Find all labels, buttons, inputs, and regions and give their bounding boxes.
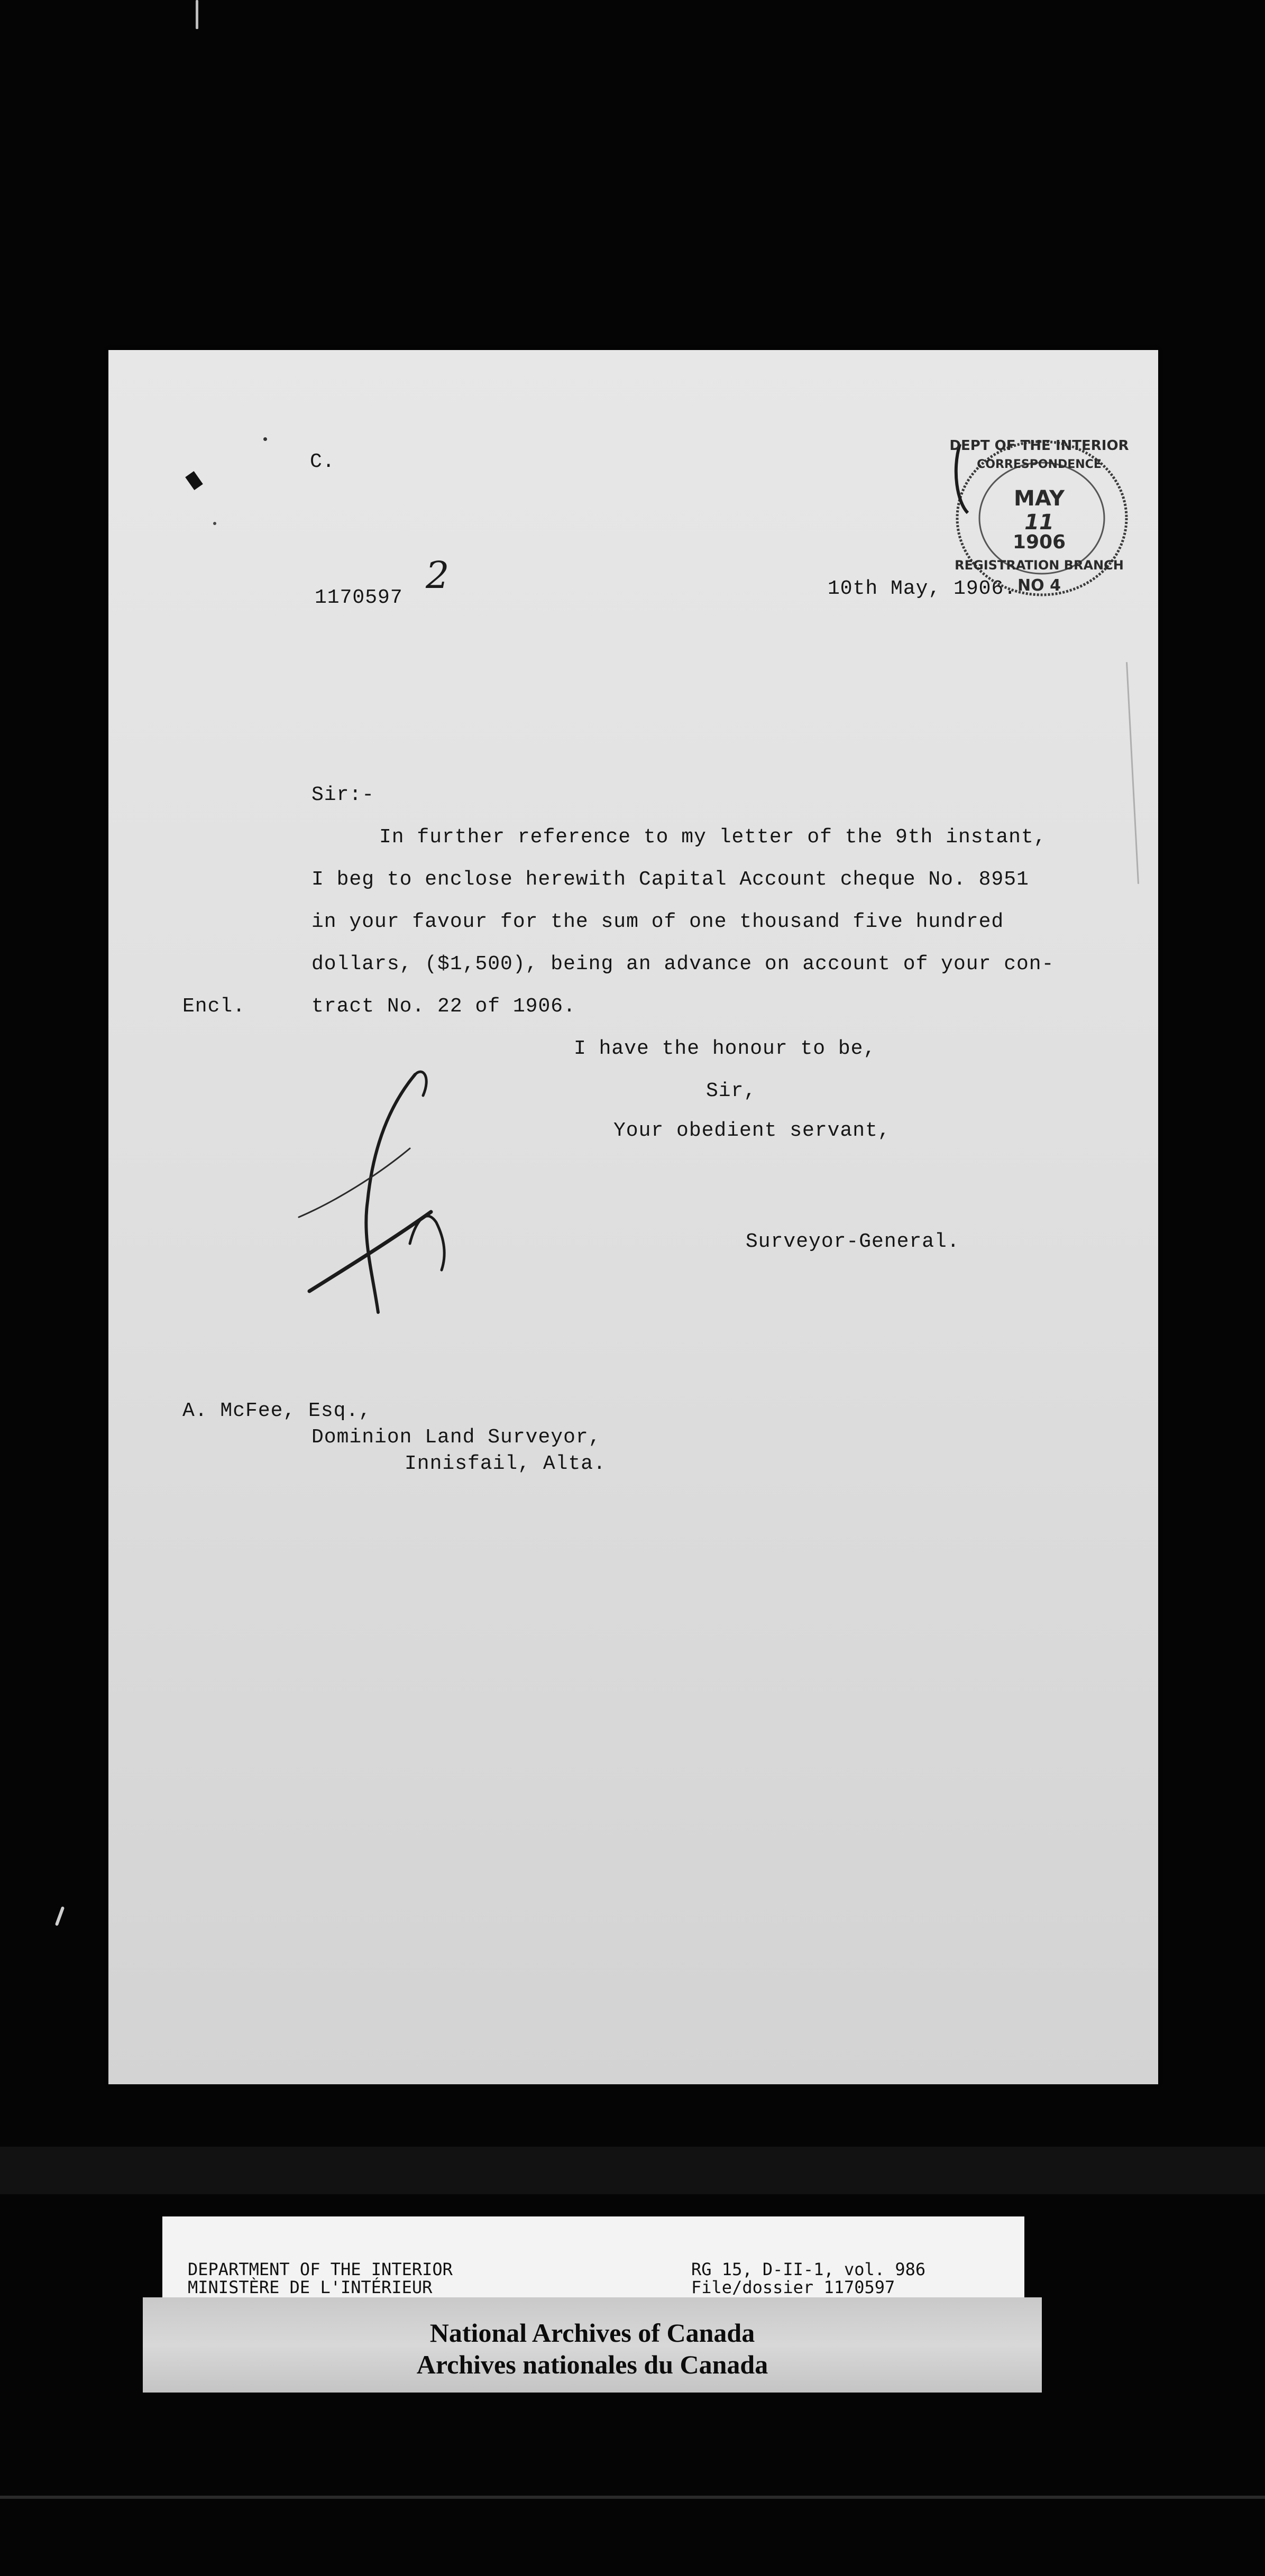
recipient-line: Dominion Land Surveyor, [311,1426,601,1449]
body-line: I beg to enclose herewith Capital Account cheque No. 8951 [311,868,1029,891]
body-line: In further reference to my letter of the 9th instant, [379,826,1047,849]
record-group-ref: RG 15, D-II-1, vol. 986 [691,2259,926,2279]
handwritten-signature [294,1064,463,1339]
stamp-number: NO 4 [1018,576,1061,595]
closing-line: I have the honour to be, [574,1037,876,1060]
dept-english: DEPARTMENT OF THE INTERIOR [188,2259,453,2279]
salutation: Sir:- [311,784,375,806]
file-mark-handwritten: 2 [426,554,450,597]
scanner-band-bottom [0,2496,1265,2499]
stamp-arc-text: DEPT OF THE INTERIOR [949,438,1129,454]
letter-page [108,350,1158,2084]
archive-reference-label [162,2216,1024,2301]
stamp-year: 1906 [1012,531,1066,553]
signature-title: Surveyor-General. [746,1230,960,1253]
office-code: C. [310,450,335,473]
recipient-line: Innisfail, Alta. [405,1452,606,1475]
stamp-day: 11 [1024,510,1054,535]
page-fold-line [1126,662,1139,884]
body-line: tract No. 22 of 1906. [311,995,576,1018]
enclosure-note: Encl. [182,995,246,1018]
page-mark [213,522,216,525]
stamp-month: MAY [1014,486,1065,511]
closing-line: Sir, [706,1080,757,1102]
file-number: 1170597 [315,586,403,609]
body-line: in your favour for the sum of one thousand five hundred [311,910,1004,933]
page-mark [185,471,203,490]
recipient-line: A. McFee, Esq., [182,1400,372,1422]
stamp-sub-text: CORRESPONDENCE [977,458,1102,471]
archives-name-english: National Archives of Canada [429,2318,755,2348]
national-archives-banner [143,2297,1042,2393]
margin-speck [55,1906,65,1926]
stamp-bottom-text: REGISTRATION BRANCH [955,558,1124,573]
margin-speck [196,0,198,29]
closing-line: Your obedient servant, [613,1119,891,1142]
page-mark [263,437,267,441]
archives-name-french: Archives nationales du Canada [416,2350,768,2379]
letter-date: 10th May, 1906. [828,577,1017,600]
scanner-band-top [0,2147,1265,2194]
dept-french: MINISTÈRE DE L'INTÉRIEUR [188,2277,433,2297]
file-dossier-ref: File/dossier 1170597 [691,2277,895,2297]
body-line: dollars, ($1,500), being an advance on account of your con- [311,953,1055,976]
